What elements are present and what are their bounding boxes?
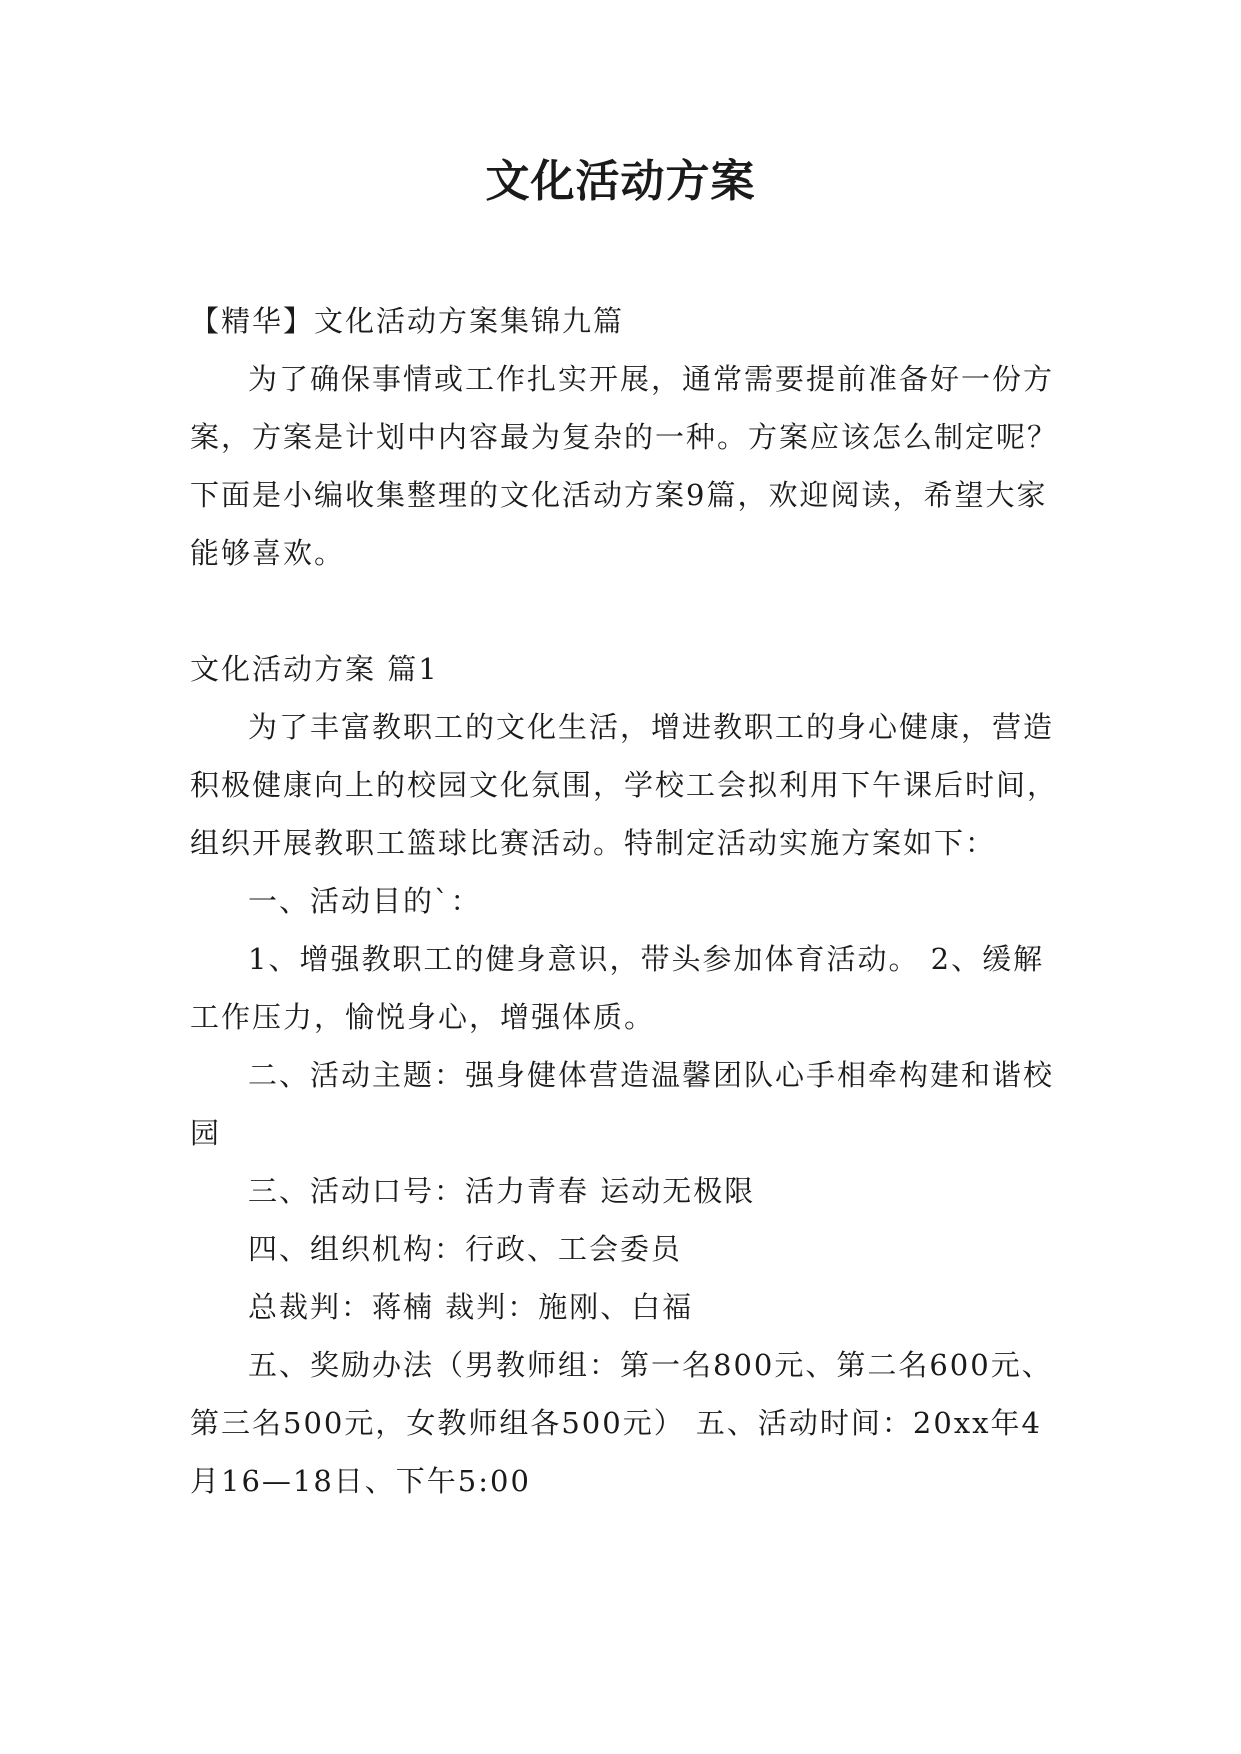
document-title: 文化活动方案 [485,156,756,207]
section-paragraph: 三、活动口号：活力青春 运动无极限 [248,1174,756,1208]
section-paragraph: 一、活动目的`： [248,884,482,918]
section-paragraph: 四、组织机构：行政、工会委员 [248,1232,683,1266]
section-spacer [190,582,1060,640]
intro-paragraph: 为了确保事情或工作扎实开展，通常需要提前准备好一份方案，方案是计划中内容最为复杂的一种。方案应该怎么制定呢？下面是小编收集整理的文化活动方案9篇，欢迎阅读，希望大家能够喜欢。 [190,362,1059,570]
document-body [190,292,1060,1510]
document-subtitle: 【精华】文化活动方案集锦九篇 [190,304,625,338]
section-paragraph: 五、奖励办法（男教师组：第一名800元、第二名600元、第三名500元，女教师组各500元） 五、活动时间：20xx年4月16—18日、下午5:00 [190,1348,1053,1498]
section-paragraph: 为了丰富教职工的文化生活，增进教职工的身心健康，营造积极健康向上的校园文化氛围，学校工会拟利用下午课后时间，组织开展教职工篮球比赛活动。特制定活动实施方案如下： [190,710,1059,860]
section-heading: 文化活动方案 篇1 [190,652,439,686]
section-paragraph: 1、增强教职工的健身意识，带头参加体育活动。 2、缓解工作压力，愉悦身心，增强体质。 [190,942,1045,1034]
section-paragraph: 二、活动主题：强身健体营造温馨团队心手相牵构建和谐校园 [190,1058,1055,1150]
section-paragraph: 总裁判：蒋楠 裁判：施刚、白福 [248,1290,694,1324]
